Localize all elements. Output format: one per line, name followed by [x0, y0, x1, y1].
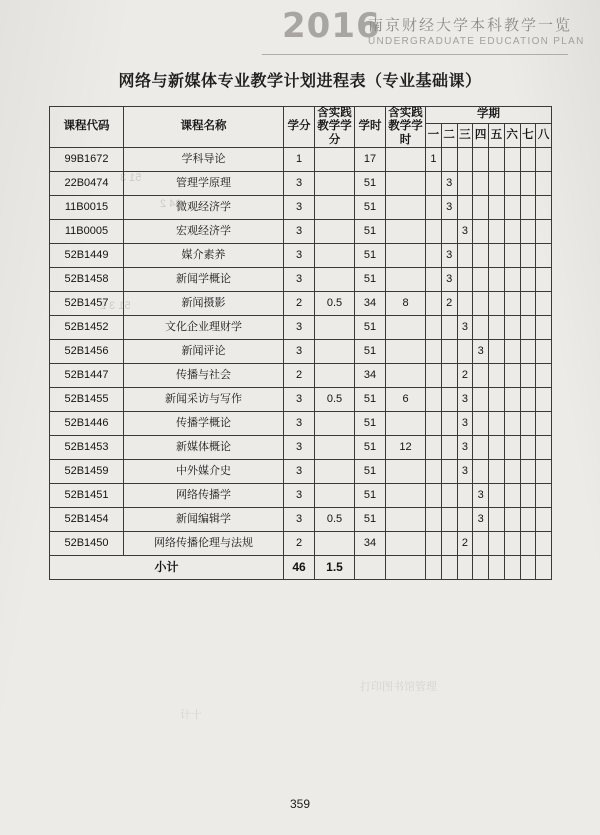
- cell-hours: 51: [355, 508, 386, 532]
- cell-term-2: [441, 436, 457, 460]
- table-row: [50, 316, 552, 340]
- cell-practice-hours: 8: [386, 292, 426, 316]
- cell-practice-credit: [315, 340, 355, 364]
- bleedthrough-text: 51 3: [120, 172, 142, 184]
- cell-term-2: [441, 316, 457, 340]
- cell-practice-hours: [386, 268, 426, 292]
- table-total-row: [50, 556, 552, 580]
- cell-term-1: [426, 508, 442, 532]
- cell-term-8: [536, 460, 552, 484]
- cell-term-2: [441, 508, 457, 532]
- cell-term-7: [520, 388, 536, 412]
- table-row: [50, 436, 552, 460]
- cell-term-7: [520, 412, 536, 436]
- cell-term-5: [489, 436, 505, 460]
- cell-credit: 3: [284, 412, 315, 436]
- total-term-2: [441, 556, 457, 580]
- cell-term-5: [489, 196, 505, 220]
- header-english-title: UNDERGRADUATE EDUCATION PLAN: [368, 36, 585, 47]
- cell-credit: 3: [284, 268, 315, 292]
- cell-code: 52B1451: [50, 484, 124, 508]
- cell-term-3: 3: [457, 220, 473, 244]
- cell-practice-credit: [315, 532, 355, 556]
- header-credit: 学分: [284, 107, 315, 148]
- cell-term-3: 3: [457, 460, 473, 484]
- header-term-6: 六: [504, 124, 520, 148]
- cell-term-8: [536, 388, 552, 412]
- cell-code: 52B1449: [50, 244, 124, 268]
- cell-term-5: [489, 508, 505, 532]
- cell-term-6: [504, 484, 520, 508]
- cell-practice-credit: [315, 484, 355, 508]
- table-row: [50, 484, 552, 508]
- cell-code: 52B1456: [50, 340, 124, 364]
- cell-credit: 3: [284, 172, 315, 196]
- cell-term-4: [473, 244, 489, 268]
- cell-term-7: [520, 364, 536, 388]
- header-rule: [262, 54, 568, 55]
- table-row: [50, 532, 552, 556]
- cell-hours: 51: [355, 436, 386, 460]
- header-term-7: 七: [520, 124, 536, 148]
- cell-term-4: [473, 268, 489, 292]
- cell-term-2: [441, 460, 457, 484]
- table-row: [50, 340, 552, 364]
- page-number: 359: [289, 797, 311, 811]
- cell-practice-hours: [386, 364, 426, 388]
- cell-name: 新闻采访与写作: [124, 388, 284, 412]
- header-chinese-title: 南京财经大学本科教学一览: [368, 17, 573, 34]
- cell-term-2: 3: [441, 244, 457, 268]
- cell-term-1: [426, 220, 442, 244]
- cell-term-1: [426, 340, 442, 364]
- cell-term-6: [504, 388, 520, 412]
- cell-term-7: [520, 316, 536, 340]
- cell-term-2: 3: [441, 268, 457, 292]
- cell-term-8: [536, 268, 552, 292]
- cell-term-3: 3: [457, 316, 473, 340]
- cell-term-2: [441, 220, 457, 244]
- cell-code: 52B1458: [50, 268, 124, 292]
- header-term-group: 学期: [426, 107, 552, 124]
- header-year: 2016: [282, 6, 381, 46]
- cell-credit: 3: [284, 316, 315, 340]
- cell-practice-credit: [315, 460, 355, 484]
- cell-term-3: [457, 268, 473, 292]
- total-credit: 46: [284, 556, 315, 580]
- cell-term-7: [520, 292, 536, 316]
- cell-term-7: [520, 244, 536, 268]
- cell-practice-credit: [315, 172, 355, 196]
- cell-term-8: [536, 364, 552, 388]
- cell-code: 52B1453: [50, 436, 124, 460]
- table-row: [50, 292, 552, 316]
- cell-term-4: 3: [473, 484, 489, 508]
- table-row: [50, 172, 552, 196]
- cell-hours: 34: [355, 364, 386, 388]
- cell-name: 新媒体概论: [124, 436, 284, 460]
- cell-hours: 51: [355, 220, 386, 244]
- cell-credit: 3: [284, 508, 315, 532]
- total-label: 小计: [50, 556, 284, 580]
- cell-name: 媒介素养: [124, 244, 284, 268]
- total-term-8: [536, 556, 552, 580]
- cell-practice-hours: 12: [386, 436, 426, 460]
- cell-term-4: [473, 196, 489, 220]
- header-term-3: 三: [457, 124, 473, 148]
- cell-practice-credit: 0.5: [315, 388, 355, 412]
- cell-practice-credit: [315, 436, 355, 460]
- cell-term-8: [536, 220, 552, 244]
- cell-term-6: [504, 508, 520, 532]
- cell-term-4: 3: [473, 508, 489, 532]
- header-term-4: 四: [473, 124, 489, 148]
- cell-hours: 34: [355, 292, 386, 316]
- total-term-1: [426, 556, 442, 580]
- total-hours: [355, 556, 386, 580]
- cell-credit: 3: [284, 340, 315, 364]
- cell-code: 52B1446: [50, 412, 124, 436]
- table-row: [50, 412, 552, 436]
- cell-term-3: 3: [457, 388, 473, 412]
- cell-term-1: [426, 532, 442, 556]
- header-term-5: 五: [489, 124, 505, 148]
- cell-term-2: [441, 532, 457, 556]
- cell-practice-hours: [386, 484, 426, 508]
- cell-term-5: [489, 412, 505, 436]
- cell-term-7: [520, 436, 536, 460]
- cell-name: 传播与社会: [124, 364, 284, 388]
- cell-term-6: [504, 292, 520, 316]
- cell-term-5: [489, 364, 505, 388]
- cell-term-6: [504, 340, 520, 364]
- cell-term-2: [441, 484, 457, 508]
- cell-term-8: [536, 172, 552, 196]
- cell-term-7: [520, 220, 536, 244]
- cell-term-1: [426, 412, 442, 436]
- cell-term-3: [457, 508, 473, 532]
- cell-practice-hours: [386, 244, 426, 268]
- cell-code: 22B0474: [50, 172, 124, 196]
- total-term-3: [457, 556, 473, 580]
- cell-term-2: [441, 388, 457, 412]
- header-term-2: 二: [441, 124, 457, 148]
- cell-practice-hours: 6: [386, 388, 426, 412]
- table-row: [50, 268, 552, 292]
- cell-name: 传播学概论: [124, 412, 284, 436]
- cell-credit: 3: [284, 388, 315, 412]
- cell-term-3: 3: [457, 412, 473, 436]
- cell-practice-hours: [386, 148, 426, 172]
- table-header-row: [50, 107, 552, 124]
- cell-term-3: 2: [457, 532, 473, 556]
- cell-term-4: [473, 148, 489, 172]
- cell-term-5: [489, 460, 505, 484]
- cell-term-2: [441, 340, 457, 364]
- cell-term-1: [426, 364, 442, 388]
- cell-code: 52B1447: [50, 364, 124, 388]
- cell-practice-credit: [315, 412, 355, 436]
- cell-credit: 3: [284, 460, 315, 484]
- cell-hours: 34: [355, 532, 386, 556]
- cell-practice-credit: [315, 196, 355, 220]
- table-row: [50, 196, 552, 220]
- cell-credit: 2: [284, 532, 315, 556]
- cell-term-1: [426, 268, 442, 292]
- cell-name: 新闻摄影: [124, 292, 284, 316]
- total-term-5: [489, 556, 505, 580]
- cell-name: 新闻编辑学: [124, 508, 284, 532]
- cell-practice-credit: [315, 244, 355, 268]
- cell-credit: 3: [284, 196, 315, 220]
- cell-code: 52B1454: [50, 508, 124, 532]
- cell-hours: 51: [355, 484, 386, 508]
- cell-term-6: [504, 148, 520, 172]
- header-code: 课程代码: [50, 107, 124, 148]
- cell-term-6: [504, 220, 520, 244]
- cell-term-5: [489, 484, 505, 508]
- cell-term-5: [489, 172, 505, 196]
- cell-name: 网络传播伦理与法规: [124, 532, 284, 556]
- cell-term-7: [520, 532, 536, 556]
- cell-term-3: [457, 484, 473, 508]
- cell-term-6: [504, 412, 520, 436]
- cell-practice-hours: [386, 508, 426, 532]
- cell-term-6: [504, 532, 520, 556]
- cell-term-3: 3: [457, 436, 473, 460]
- cell-code: 52B1452: [50, 316, 124, 340]
- cell-term-5: [489, 340, 505, 364]
- cell-term-6: [504, 316, 520, 340]
- table-row: [50, 388, 552, 412]
- cell-term-3: [457, 340, 473, 364]
- cell-term-3: [457, 196, 473, 220]
- cell-credit: 2: [284, 292, 315, 316]
- cell-term-1: [426, 484, 442, 508]
- cell-term-5: [489, 388, 505, 412]
- total-practice-credit: 1.5: [315, 556, 355, 580]
- cell-practice-credit: [315, 364, 355, 388]
- cell-term-6: [504, 364, 520, 388]
- cell-term-4: [473, 460, 489, 484]
- page-title: 网络与新媒体专业教学计划进程表（专业基础课）: [118, 73, 482, 90]
- cell-term-3: [457, 244, 473, 268]
- cell-term-1: [426, 316, 442, 340]
- cell-term-4: [473, 436, 489, 460]
- bleedthrough-text: 计十: [180, 709, 202, 721]
- cell-credit: 1: [284, 148, 315, 172]
- cell-term-2: [441, 148, 457, 172]
- cell-term-8: [536, 436, 552, 460]
- table-row: [50, 460, 552, 484]
- cell-hours: 51: [355, 316, 386, 340]
- cell-practice-credit: [315, 316, 355, 340]
- cell-term-6: [504, 436, 520, 460]
- cell-practice-credit: [315, 220, 355, 244]
- cell-term-1: 1: [426, 148, 442, 172]
- cell-hours: 51: [355, 340, 386, 364]
- cell-practice-hours: [386, 412, 426, 436]
- table-row: [50, 244, 552, 268]
- cell-term-7: [520, 196, 536, 220]
- cell-hours: 51: [355, 460, 386, 484]
- cell-term-8: [536, 316, 552, 340]
- cell-term-2: [441, 412, 457, 436]
- cell-term-6: [504, 172, 520, 196]
- cell-credit: 3: [284, 244, 315, 268]
- cell-credit: 3: [284, 220, 315, 244]
- cell-term-3: [457, 292, 473, 316]
- page-header: [0, 6, 600, 58]
- cell-term-7: [520, 484, 536, 508]
- cell-practice-hours: [386, 532, 426, 556]
- cell-term-2: 2: [441, 292, 457, 316]
- cell-term-8: [536, 196, 552, 220]
- cell-term-7: [520, 172, 536, 196]
- cell-term-4: [473, 532, 489, 556]
- bleedthrough-text: 51 3 2: [100, 300, 131, 312]
- cell-term-7: [520, 460, 536, 484]
- cell-credit: 3: [284, 484, 315, 508]
- cell-name: 网络传播学: [124, 484, 284, 508]
- cell-term-4: [473, 388, 489, 412]
- cell-term-2: 3: [441, 172, 457, 196]
- cell-term-8: [536, 244, 552, 268]
- cell-code: 52B1457: [50, 292, 124, 316]
- cell-practice-hours: [386, 220, 426, 244]
- cell-term-3: 2: [457, 364, 473, 388]
- cell-term-1: [426, 460, 442, 484]
- cell-term-6: [504, 460, 520, 484]
- total-term-6: [504, 556, 520, 580]
- cell-hours: 17: [355, 148, 386, 172]
- cell-practice-credit: [315, 148, 355, 172]
- header-hours: 学时: [355, 107, 386, 148]
- bleedthrough-text: 34 2: [160, 198, 182, 210]
- cell-name: 宏观经济学: [124, 220, 284, 244]
- cell-name: 管理学原理: [124, 172, 284, 196]
- cell-term-2: [441, 364, 457, 388]
- cell-term-5: [489, 292, 505, 316]
- cell-term-1: [426, 244, 442, 268]
- header-name: 课程名称: [124, 107, 284, 148]
- cell-term-1: [426, 388, 442, 412]
- cell-term-4: [473, 316, 489, 340]
- cell-term-6: [504, 268, 520, 292]
- cell-term-4: [473, 292, 489, 316]
- cell-term-5: [489, 220, 505, 244]
- cell-name: 文化企业理财学: [124, 316, 284, 340]
- cell-term-7: [520, 340, 536, 364]
- cell-term-4: [473, 220, 489, 244]
- cell-term-4: [473, 412, 489, 436]
- cell-term-3: [457, 148, 473, 172]
- cell-term-5: [489, 148, 505, 172]
- cell-term-8: [536, 532, 552, 556]
- cell-practice-credit: 0.5: [315, 292, 355, 316]
- cell-name: 新闻评论: [124, 340, 284, 364]
- cell-hours: 51: [355, 172, 386, 196]
- cell-term-6: [504, 196, 520, 220]
- cell-credit: 2: [284, 364, 315, 388]
- total-term-4: [473, 556, 489, 580]
- cell-term-1: [426, 196, 442, 220]
- cell-practice-hours: [386, 316, 426, 340]
- table-row: [50, 148, 552, 172]
- header-term-1: 一: [426, 124, 442, 148]
- table-row: [50, 220, 552, 244]
- cell-practice-hours: [386, 460, 426, 484]
- cell-term-8: [536, 508, 552, 532]
- course-plan-table: [49, 106, 551, 580]
- cell-code: 52B1455: [50, 388, 124, 412]
- cell-term-7: [520, 148, 536, 172]
- cell-term-1: [426, 292, 442, 316]
- cell-term-5: [489, 268, 505, 292]
- cell-practice-credit: 0.5: [315, 508, 355, 532]
- cell-code: 11B0015: [50, 196, 124, 220]
- cell-term-5: [489, 316, 505, 340]
- cell-term-8: [536, 484, 552, 508]
- cell-term-5: [489, 532, 505, 556]
- cell-practice-hours: [386, 340, 426, 364]
- cell-term-8: [536, 340, 552, 364]
- table-row: [50, 364, 552, 388]
- cell-name: 新闻学概论: [124, 268, 284, 292]
- cell-name: 中外媒介史: [124, 460, 284, 484]
- cell-hours: 51: [355, 196, 386, 220]
- cell-code: 99B1672: [50, 148, 124, 172]
- cell-code: 52B1450: [50, 532, 124, 556]
- cell-practice-hours: [386, 172, 426, 196]
- cell-hours: 51: [355, 388, 386, 412]
- cell-code: 52B1459: [50, 460, 124, 484]
- cell-hours: 51: [355, 244, 386, 268]
- cell-term-6: [504, 244, 520, 268]
- cell-name: 微观经济学: [124, 196, 284, 220]
- cell-term-5: [489, 244, 505, 268]
- cell-credit: 3: [284, 436, 315, 460]
- cell-term-2: 3: [441, 196, 457, 220]
- cell-term-8: [536, 292, 552, 316]
- cell-practice-credit: [315, 268, 355, 292]
- cell-term-4: [473, 364, 489, 388]
- cell-term-4: [473, 172, 489, 196]
- cell-term-7: [520, 268, 536, 292]
- cell-term-1: [426, 436, 442, 460]
- cell-term-8: [536, 148, 552, 172]
- cell-hours: 51: [355, 412, 386, 436]
- cell-term-7: [520, 508, 536, 532]
- header-practice-hours: 含实践教学学时: [386, 107, 426, 148]
- cell-code: 11B0005: [50, 220, 124, 244]
- bleedthrough-text: 打印图书馆管理: [360, 681, 437, 693]
- cell-term-1: [426, 172, 442, 196]
- table-row: [50, 508, 552, 532]
- cell-name: 学科导论: [124, 148, 284, 172]
- total-practice-hours: [386, 556, 426, 580]
- header-practice-credit: 含实践教学学分: [315, 107, 355, 148]
- cell-practice-hours: [386, 196, 426, 220]
- cell-term-8: [536, 412, 552, 436]
- cell-hours: 51: [355, 268, 386, 292]
- total-term-7: [520, 556, 536, 580]
- cell-term-3: [457, 172, 473, 196]
- cell-term-4: 3: [473, 340, 489, 364]
- header-term-8: 八: [536, 124, 552, 148]
